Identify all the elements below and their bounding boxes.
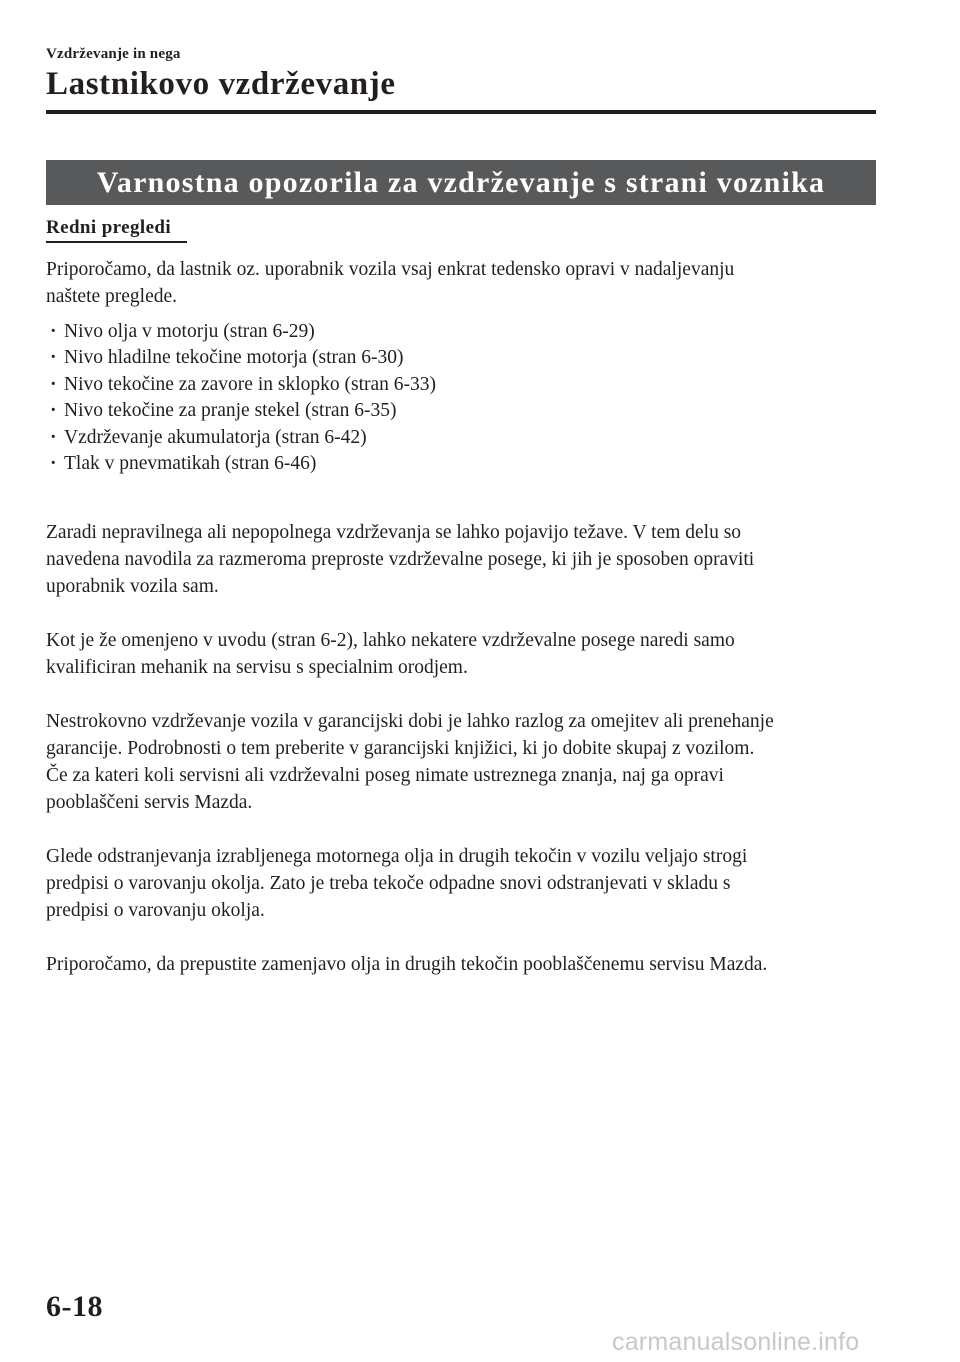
page-title: Lastnikovo vzdrževanje — [46, 66, 396, 102]
paragraph-warranty — [46, 708, 881, 816]
text-line: predpisi o varovanju okolja. — [46, 900, 265, 921]
list-item-text: Nivo tekočine za pranje stekel (stran 6-35) — [64, 400, 397, 422]
bullet-dot: · — [50, 321, 57, 342]
title-divider — [46, 110, 876, 114]
bullet-dot: · — [50, 426, 57, 448]
text-line: Priporočamo, da lastnik oz. uporabnik vozila vsaj enkrat tedensko opravi v nadaljevanju — [46, 259, 735, 280]
paragraph-disposal — [46, 843, 881, 924]
text-line: Priporočamo, da prepustite zamenjavo olja in drugih tekočin pooblaščenemu servisu Mazda. — [46, 954, 768, 975]
watermark: carmanualsonline.info — [612, 1328, 860, 1356]
inspection-list — [46, 319, 846, 477]
bullet-dot: · — [50, 373, 57, 395]
list-item-text: Nivo olja v motorju (stran 6-29) — [64, 321, 315, 342]
bullet-dot: · — [50, 400, 57, 422]
list-item — [46, 398, 846, 424]
list-item — [46, 372, 846, 398]
intro-paragraph — [46, 256, 881, 310]
text-line: garancije. Podrobnosti o tem preberite v garancijski knjižici, ki jo dobite skupaj z vozilom. — [46, 738, 755, 759]
text-line: Kot je že omenjeno v uvodu (stran 6-2), lahko nekatere vzdrževalne posege naredi samo — [46, 630, 735, 651]
paragraph-recommendation — [46, 951, 881, 978]
text-line: Če za kateri koli servisni ali vzdrževalni poseg nimate ustreznega znanja, naj ga opravi — [46, 765, 724, 786]
list-item-text: Nivo tekočine za zavore in sklopko (stran 6-33) — [64, 373, 437, 395]
page-number: 6-18 — [46, 1290, 103, 1323]
list-item — [46, 345, 846, 371]
text-line: Nestrokovno vzdrževanje vozila v garancijski dobi je lahko razlog za omejitev ali prenehanje — [46, 711, 774, 732]
section-kicker: Vzdrževanje in nega — [46, 46, 181, 62]
bullet-dot: · — [50, 453, 57, 475]
text-line: naštete preglede. — [46, 286, 178, 307]
paragraph-qualified-mechanic — [46, 627, 881, 681]
text-line: uporabnik vozila sam. — [46, 576, 219, 597]
text-line: Glede odstranjevanja izrabljenega motornega olja in drugih tekočin v vozilu veljajo strogi — [46, 846, 748, 867]
list-item — [46, 425, 846, 451]
list-item — [46, 319, 846, 345]
bullet-dot: · — [50, 347, 57, 369]
warning-banner: Varnostna opozorila za vzdrževanje s strani voznika — [46, 160, 876, 205]
text-line: predpisi o varovanju okolja. Zato je treba tekoče odpadne snovi odstranjevati v skladu s — [46, 873, 731, 894]
paragraph-maintenance-issues — [46, 519, 881, 600]
list-item-text: Nivo hladilne tekočine motorja (stran 6-30) — [64, 347, 404, 369]
text-line: navedena navodila za razmeroma preproste vzdrževalne posege, ki jih je sposoben opraviti — [46, 549, 755, 570]
list-item-text: Vzdrževanje akumulatorja (stran 6-42) — [64, 426, 367, 448]
list-item — [46, 451, 846, 477]
list-item-text: Tlak v pnevmatikah (stran 6-46) — [64, 453, 317, 475]
text-line: Zaradi nepravilnega ali nepopolnega vzdrževanja se lahko pojavijo težave. V tem delu so — [46, 522, 742, 543]
subheading-underline — [46, 241, 187, 243]
subheading: Redni pregledi — [46, 217, 172, 238]
text-line: pooblaščeni servis Mazda. — [46, 792, 253, 813]
text-line: kvalificiran mehanik na servisu s specialnim orodjem. — [46, 657, 468, 678]
